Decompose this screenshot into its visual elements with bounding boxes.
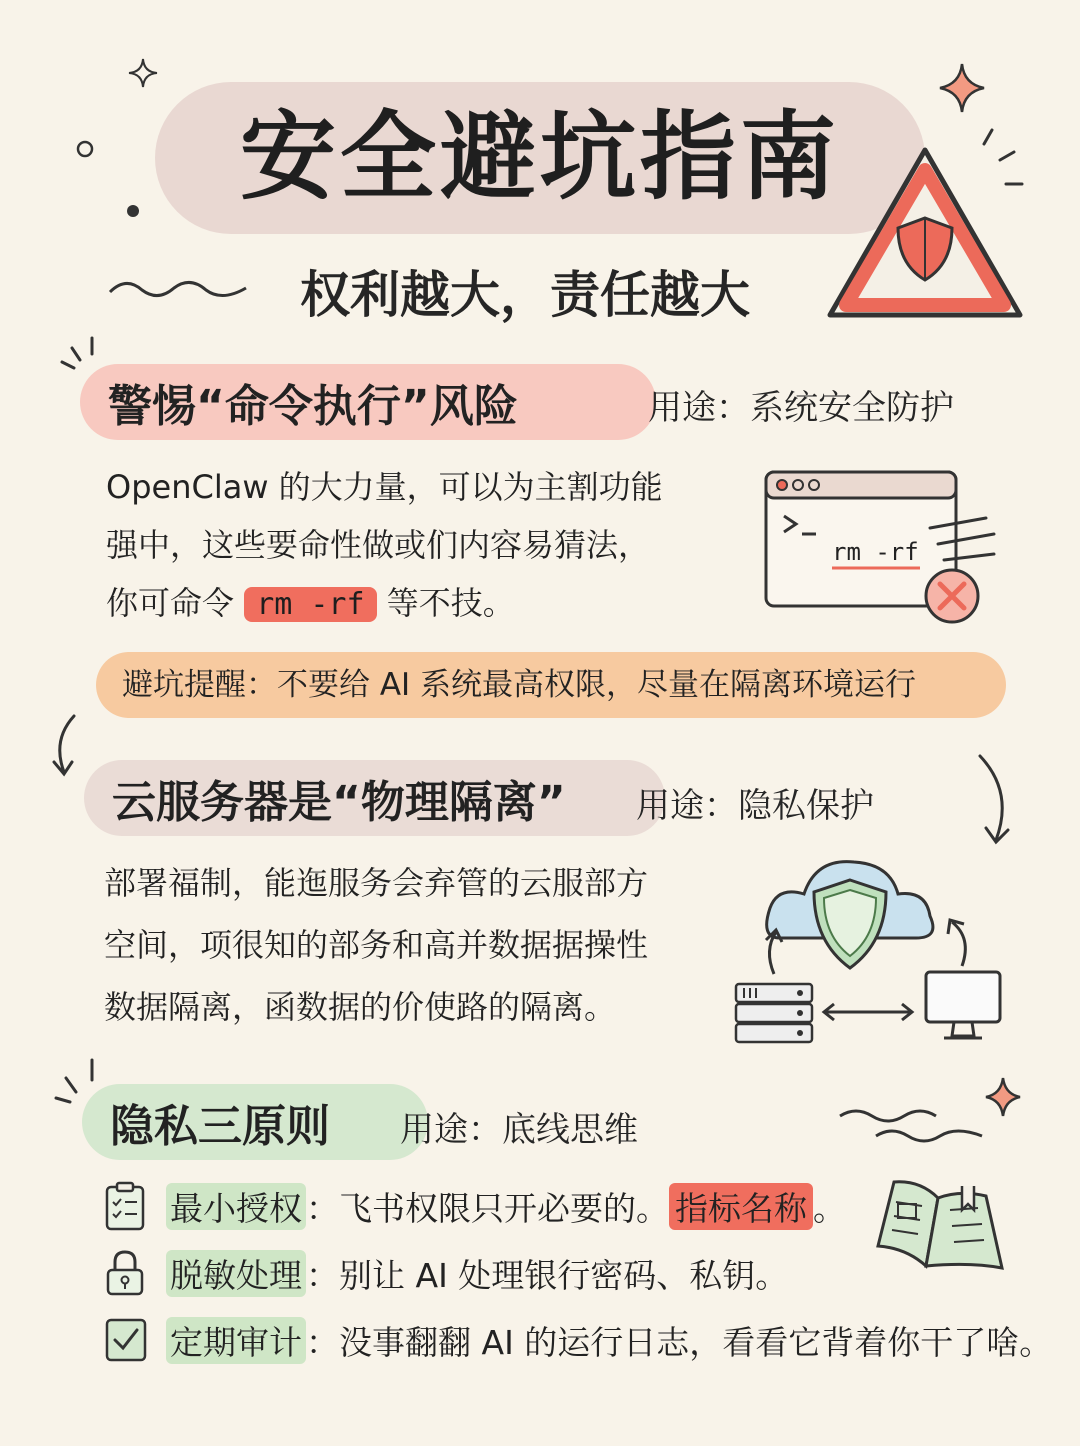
body-line: OpenClaw 的大力量，可以为主割功能	[106, 468, 663, 506]
body-line-prefix: 你可命令	[106, 584, 235, 622]
open-book-icon	[874, 1176, 1006, 1282]
principle-sep: ：	[306, 1322, 339, 1362]
warning-triangle-icon	[820, 140, 1030, 330]
section1-heading	[80, 364, 656, 440]
principle-highlight: 指标名称	[669, 1183, 813, 1230]
lock-icon	[104, 1248, 146, 1298]
terminal-command-text: rm -rf	[832, 538, 919, 566]
wavy-line-icon	[108, 276, 248, 300]
curved-arrow-icon	[974, 752, 1014, 846]
principle-text: 飞书权限只开必要的。	[339, 1188, 669, 1228]
principle-key: 脱敏处理	[166, 1250, 306, 1297]
cloud-shield-network-icon	[730, 838, 1010, 1048]
body-line: 空间，项很知的部务和高并数据据操性	[104, 926, 649, 964]
page-subtitle: 权利越大，责任越大	[300, 266, 750, 324]
wavy-line-icon	[836, 1104, 986, 1144]
principle-tail: 。	[813, 1188, 846, 1228]
principle-text: 没事翻翻 AI 的运行日志，看看它背着你干了啥。	[339, 1322, 1053, 1362]
code-chip: rm -rf	[244, 587, 376, 622]
principle-key: 定期审计	[166, 1317, 306, 1364]
body-line-suffix: 等不技。	[386, 584, 515, 622]
section2-heading-text: 云服务器是“物理隔离”	[112, 777, 566, 828]
section2-usage: 用途：隐私保护	[636, 786, 874, 826]
page-title: 安全避坑指南	[240, 101, 840, 213]
principle-item	[104, 1248, 788, 1298]
curved-arrow-icon	[48, 712, 84, 778]
section1-usage: 用途：系统安全防护	[648, 388, 954, 428]
body-line	[106, 574, 726, 634]
principle-sep: ：	[306, 1255, 339, 1295]
body-line: 部署福制，能迤服务会弃管的云服部方	[104, 864, 649, 902]
principle-key: 最小授权	[166, 1183, 306, 1230]
principle-item	[104, 1316, 1052, 1364]
body-line: 强中，这些要命性做或们内容易猜法，	[106, 526, 651, 564]
principle-item	[104, 1180, 846, 1232]
tip-banner: 避坑提醒：不要给 AI 系统最高权限，尽量在隔离环境运行	[96, 652, 1006, 718]
dot-decoration-icon	[126, 204, 140, 218]
section3-usage: 用途：底线思维	[400, 1110, 638, 1150]
section2-body	[104, 852, 724, 1038]
accent-lines-icon	[58, 336, 98, 370]
circle-decoration-icon	[76, 140, 94, 158]
principle-sep: ：	[306, 1188, 339, 1228]
section3-heading-text: 隐私三原则	[110, 1101, 330, 1152]
sparkle-icon	[984, 1076, 1022, 1118]
section2-heading	[84, 760, 665, 836]
section3-heading	[82, 1084, 428, 1160]
checkbox-icon	[104, 1316, 148, 1364]
sparkle-icon	[938, 62, 986, 114]
principle-text: 别让 AI 处理银行密码、私钥。	[339, 1255, 789, 1295]
body-line: 数据隔离，函数据的价使路的隔离。	[104, 988, 617, 1026]
section1-body	[106, 458, 726, 634]
clipboard-checklist-icon	[104, 1180, 146, 1232]
section1-heading-text: 警惕“命令执行”风险	[108, 381, 518, 432]
sparkle-icon	[128, 58, 158, 88]
